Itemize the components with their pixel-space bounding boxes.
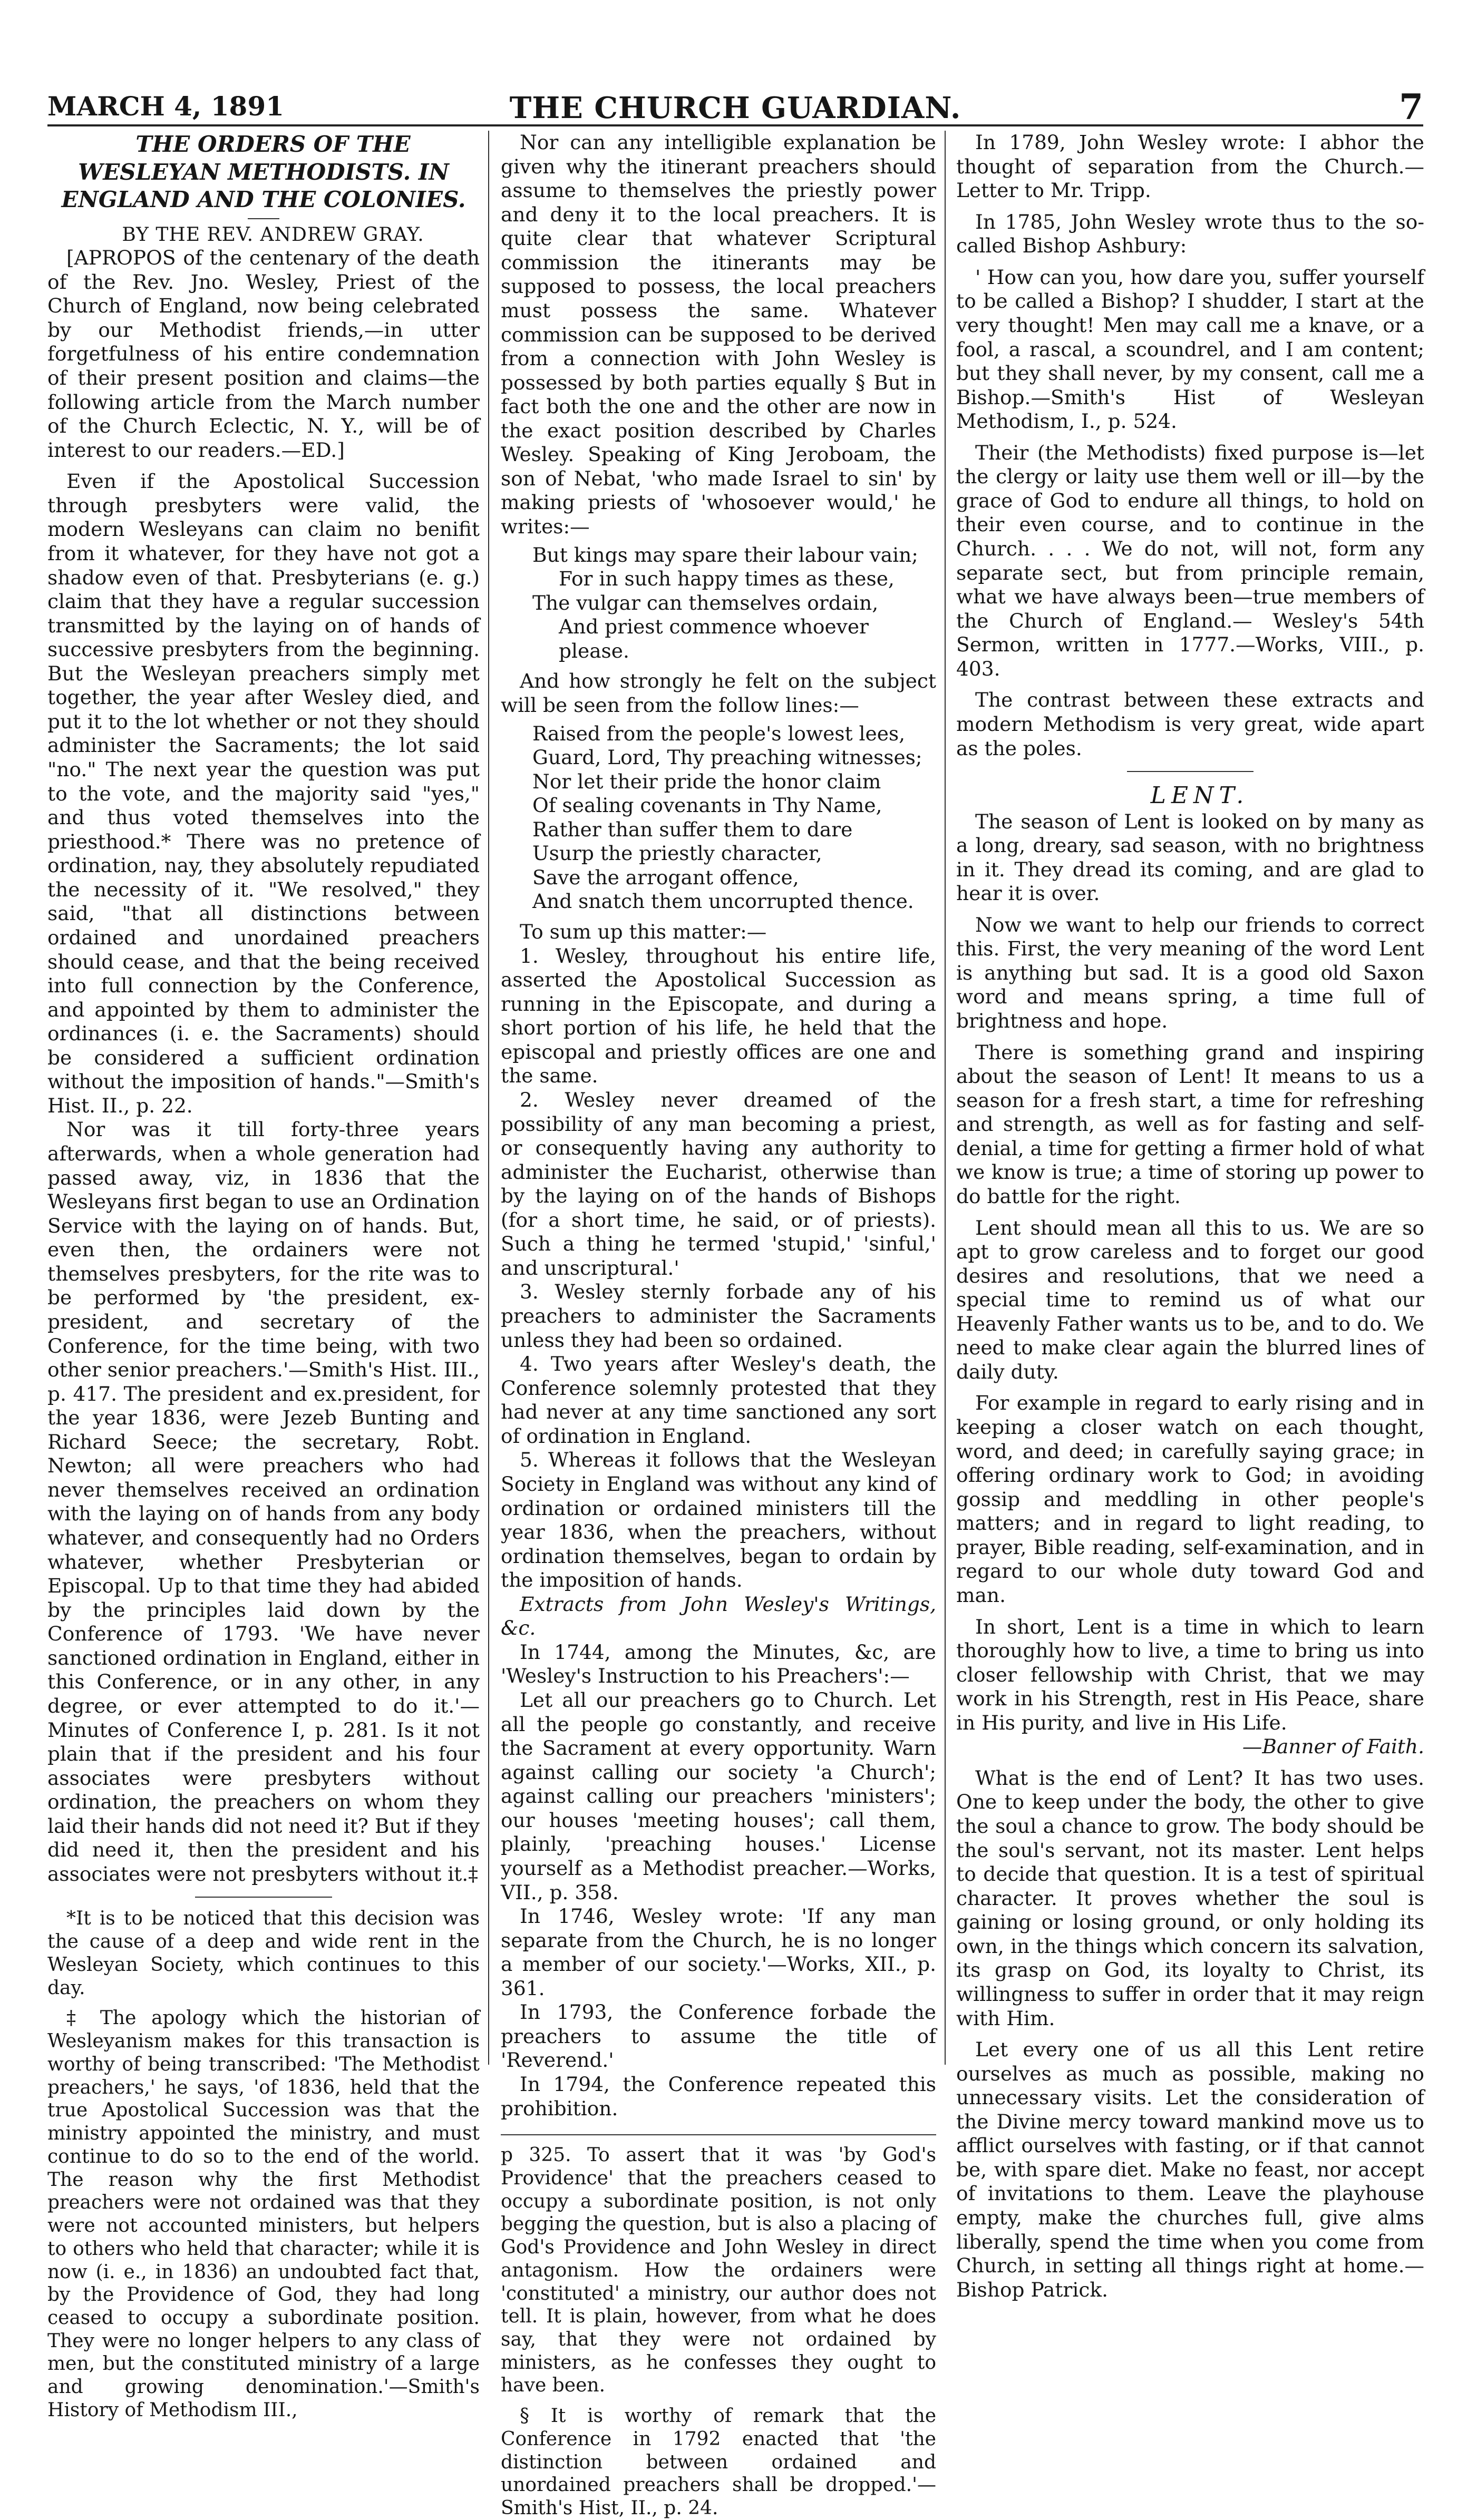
poem-line: The vulgar can themselves ordain, xyxy=(532,591,879,614)
poem-line: Nor let their pride the honor claim xyxy=(532,769,881,793)
summary-point: 5. Whereas it follows that the Wesleyan Society in England was without any kind of ordination or ordained ministers till the year 1836, when the preachers, without ordination themselves, began to ordain by the imposition of hands. xyxy=(501,1448,936,1592)
article-paragraph: And how strongly he felt on the subject will be seen from the follow lines:— xyxy=(501,669,936,717)
lent-paragraph: Now we want to help our friends to correct this. First, the very meaning of the word Lent is anything but sad. It is a good old Saxon word and means spring, a time full of brightness and hope. xyxy=(956,913,1424,1033)
summary-point: 3. Wesley sternly forbade any of his preachers to administer the Sacraments unless they had been so ordained. xyxy=(501,1280,936,1352)
footnote-rule xyxy=(195,1897,332,1898)
article-paragraph: ' How can you, how dare you, suffer yourself to be called a Bishop? I shudder, I start at the very thought! Men may call me a knave, or a fool, a rascal, a scoundrel, and I am content; but they shall never, by my consent, call me a Bishop.—Smith's Hist of Wesleyan Methodism, I., p. 524. xyxy=(956,265,1424,433)
lent-paragraph: What is the end of Lent? It has two uses. One to keep under the body, the other to give the soul a chance to grow. The body should be the soul's servant, not its master. Lent helps to decide that question. It is a test of spiritual character. It proves whether the soul is gaining or losing ground, or only holding its own, in the things which concern its salvation, its grasp on God, its loyalty to Christ, its willingness to suffer in order that it may reign with Him. xyxy=(956,1766,1424,2030)
summary-point: 4. Two years after Wesley's death, the Conference solemnly protested that they had never at any time sanctioned any sort of ordination in England. xyxy=(501,1352,936,1448)
column-rule-2 xyxy=(945,131,946,2065)
footnote: p 325. To assert that it was 'by God's Providence' that the preachers ceased to occupy a subordinate position, is not only begging the question, but is also a placing of God's Providence and John Wesley in direct antagonism. How the ordainers were 'constituted' a ministry, our author does not tell. It is plain, however, from what he does say, that they were not ordained by ministers, as he confesses they ought to have been. xyxy=(501,2144,936,2397)
footnote: *It is to be noticed that this decision was the cause of a deep and wide rent in the Wesleyan Society, which continues to this day. xyxy=(47,1908,480,1999)
newspaper-title: THE CHURCH GUARDIAN. xyxy=(509,91,961,125)
article-paragraph: In 1789, John Wesley wrote: I abhor the thought of separation from the Church.—Letter to Mr. Tripp. xyxy=(956,131,1424,202)
column-rule-1 xyxy=(488,131,489,2065)
poem-line: And snatch them uncorrupted thence. xyxy=(532,890,914,913)
poem-line: Guard, Lord, Thy preaching witnesses; xyxy=(532,746,922,769)
poem-line: Raised from the people's lowest lees, xyxy=(532,721,906,745)
lent-paragraph: Lent should mean all this to us. We are so apt to grow careless and to forget our good desires and resolutions, that we need a special time to remind us of what our Heavenly Father wants us to be, and to do. We need to make clear again the blurred lines of daily duty. xyxy=(956,1216,1424,1383)
article-paragraph: Nor was it till forty-three years afterwards, when a whole generation had passed away, viz, in 1836 that the Wesleyans first began to use an Ordination Service with the laying on of hands. But, even then, the ordainers were not themselves presbyters, for the rite was to be performed by 'the president, ex-president, and secretary of the Conference, for the time being, with two other senior preachers.'—Smith's Hist. III., p. 417. The president and ex.president, for the year 1836, were Jezeb Bunting and Richard Seece; the secretary, Robt. Newton; all were preachers who had never themselves received an ordination with the laying on of hands from any body whatever, and consequently had no Orders whatever, whether Presbyterian or Episcopal. Up to that time they had abided by the principles laid down by the Conference of 1793. 'We have never sanctioned ordination in England, either in this Conference, or in any other, in any degree, or ever attempted to do it.'—Minutes of Conference I, p. 281. Is it not plain that if the president and his four associates were presbyters without ordination, the preachers on whom they laid their hands did not need it? But if they did need it, then the president and his associates were not presbyters without it.‡ xyxy=(47,1118,480,1886)
lent-paragraph: The season of Lent is looked on by many as a long, dreary, sad season, with no brightness in it. They dread its coming, and are glad to hear it is over. xyxy=(956,809,1424,905)
lent-title: LENT. xyxy=(1150,782,1249,809)
extract: In 1746, Wesley wrote: 'If any man separate from the Church, he is no longer a member of our society.'—Works, XII., p. 361. xyxy=(501,1904,936,2000)
extract: In 1794, the Conference repeated this prohibition. xyxy=(501,2073,936,2120)
article-paragraph: The contrast between these extracts and modern Methodism is very great, wide apart as the poles. xyxy=(956,688,1424,760)
summary-point: 1. Wesley, throughout his entire life, asserted the Apostolical Succession as running in the Episcopate, and during a short portion of his life, he held that the episcopal and priestly offices are one and the same. xyxy=(501,944,936,1088)
footnote: § It is worthy of remark that the Conference in 1792 enacted that 'the distinction between ordained and unordained preachers shall be dropped.'—Smith's Hist, II., p. 24. xyxy=(501,2405,936,2519)
poem-line: Usurp the priestly character, xyxy=(532,842,822,865)
poem-line: Rather than suffer them to dare xyxy=(532,817,853,841)
section-rule xyxy=(1127,771,1253,772)
extract: In 1744, among the Minutes, &c, are 'Wesley's Instruction to his Preachers':— xyxy=(501,1640,936,1688)
poem-stanza xyxy=(501,722,936,914)
lent-paragraph: There is something grand and inspiring about the season of Lent! It means to us a season for a fresh start, a time for refreshing and strength, as well as for fasting and self-denial, a time for getting a firmer hold of what we know is true; a time of storing up power to do battle for the right. xyxy=(956,1040,1424,1208)
article-paragraph: Their (the Methodists) fixed purpose is—let the clergy or laity use them well or ill—by the grace of God to endure all things, to hold on their even course, and to continue in the Church. . . . We do not, will not, form any separate sect, but from principle remain, what we have always been—true members of the Church of England.— Wesley's 54th Sermon, written in 1777.—Works, VIII., p. 403. xyxy=(956,441,1424,680)
article-paragraph: In 1785, John Wesley wrote thus to the so-called Bishop Ashbury: xyxy=(956,210,1424,258)
poem-line: But kings may spare their labour vain; xyxy=(532,543,918,566)
issue-date: MARCH 4, 1891 xyxy=(47,91,284,122)
footnote-rule xyxy=(501,2134,936,2135)
poem-line: For in such happy times as these, xyxy=(559,567,895,591)
extract: Let all our preachers go to Church. Let all the people go constantly, and receive the Sacrament at every opportunity. Warn against calling our society 'a Church'; against calling our preachers 'ministers'; our houses 'meeting houses'; call them, plainly, 'preaching houses.' License yourself as a Methodist preacher.—Works, VII., p. 358. xyxy=(501,1688,936,1904)
poem-line: Of sealing covenants in Thy Name, xyxy=(532,794,882,817)
column-1 xyxy=(47,131,480,2422)
lent-paragraph: Let every one of us all this Lent retire ourselves as much as possible, making no unnecessary visits. Let the consideration of the Divine mercy toward mankind move us to afflict ourselves with fasting, or if that cannot be, with spare diet. Make no feast, nor accept of invitations to them. Leave the playhouse empty, make the churches full, give alms liberally, spend the time when you come from Church, in setting all things right at home.—Bishop Patrick. xyxy=(956,2038,1424,2301)
lent-paragraph: In short, Lent is a time in which to learn thoroughly how to live, a time to bring us into closer fellowship with Christ, that we may work in his Strength, rest in His Peace, share in His purity, and live in His Life. xyxy=(956,1615,1424,1734)
lent-source: —Banner of Faith. xyxy=(1242,1735,1424,1759)
column-3 xyxy=(956,131,1424,2302)
summary-intro: To sum up this matter:— xyxy=(520,920,767,943)
article-title: THE ORDERS OF THE WESLEYAN METHODISTS. IN ENGLAND AND THE COLONIES. xyxy=(61,131,466,212)
extracts-heading: Extracts from John Wesley's Writings, &c. xyxy=(501,1592,936,1640)
editor-note: [APROPOS of the centenary of the death of the Rev. Jno. Wesley, Priest of the Church of England, now being celebrated by our Methodist friends,—in utter forgetfulness of his entire condemnation of their present position and claims—the following article from the March number of the Church Eclectic, N. Y., will be of interest to our readers.—ED.] xyxy=(47,246,480,462)
title-rule xyxy=(248,218,279,219)
lent-paragraph: For example in regard to early rising and in keeping a closer watch on each thought, word, and deed; in carefully saying grace; in offering ordinary work to God; in avoiding gossip and meddling in other people's matters; and in regard to light reading, to prayer, Bible reading, self-examination, and in regard to our whole duty toward God and man. xyxy=(956,1391,1424,1607)
extract: In 1793, the Conference forbade the preachers to assume the title of 'Reverend.' xyxy=(501,2000,936,2072)
poem-line: And priest commence whoever please. xyxy=(559,615,869,662)
column-2 xyxy=(501,131,936,2520)
poem-line: Save the arrogant offence, xyxy=(532,865,799,889)
footnote: ‡ The apology which the historian of Wesleyanism makes for this transaction is worthy of being transcribed: 'The Methodist preachers,' he says, 'of 1836, held that the true Apostolical Succession was that the ministry appointed the ministry, and must continue to do so to the end of the world. The reason why the first Methodist preachers were not ordained was that they were not accounted ministers, but helpers to others who held that character; while it is now (i. e., in 1836) an undoubted fact that, by the Providence of God, they had long ceased to occupy a subordinate position. They were no longer helpers to any class of men, but the constituted ministry of a large and growing denomination.'—Smith's History of Methodism III., xyxy=(47,2007,480,2421)
summary-point: 2. Wesley never dreamed of the possibility of any man becoming a priest, or consequently having any authority to administer the Eucharist, otherwise than by the laying on of the hands of Bishops (for a short time, he said, or of priests). Such a thing he termed 'stupid,' 'sinful,' and unscriptural.' xyxy=(501,1088,936,1279)
article-paragraph: Nor can any intelligible explanation be given why the itinerant preachers should assume to themselves the priestly power and deny it to the local preachers. It is quite clear that whatever Scriptural commission the itinerants may be supposed to possess, the local preachers must possess the same. Whatever commission can be supposed to be derived from a connection with John Wesley is possessed by both parties equally § But in fact both the one and the other are now in the exact position described by Charles Wesley. Speaking of King Jeroboam, the son of Nebat, 'who made Israel to sin' by making priests of 'whosoever would,' he writes:— xyxy=(501,131,936,538)
page-header xyxy=(47,83,1423,126)
article-byline: BY THE REV. ANDREW GRAY. xyxy=(122,223,424,246)
article-paragraph: Even if the Apostolical Succession through presbyters were valid, the modern Wesleyans can claim no benifit from it whatever, for they have not got a shadow even of that. Presbyterians (e. g.) claim that they have a regular succession transmitted by the laying on of hands of successive presbyters from the beginning. But the Wesleyan preachers simply met together, the year after Wesley died, and put it to the lot whether or not they should administer the Sacraments; the lot said "no." The next year the question was put to the vote, and the majority said "yes," and thus voted themselves into the priesthood.* There was no pretence of ordination, nay, they absolutely repudiated the necessity of it. "We resolved," they said, "that all distinctions between ordained and unordained preachers should cease, and that the being received into full connection by the Conference, and appointed by them to administer the ordinances (i. e. the Sacraments) should be considered a sufficient ordination without the imposition of hands."—Smith's Hist. II., p. 22. xyxy=(47,470,480,1117)
page-number: 7 xyxy=(1399,86,1423,128)
poem-stanza xyxy=(501,543,936,663)
